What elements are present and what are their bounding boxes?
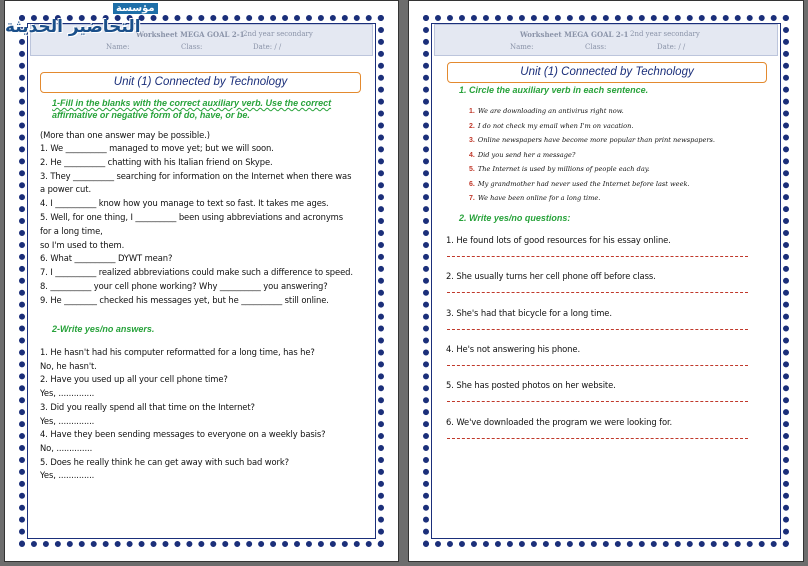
- sentence-number: 6.: [469, 180, 475, 188]
- answer-line[interactable]: [447, 292, 748, 293]
- sentence-item: [469, 165, 650, 173]
- logo-line1: مؤسسة: [113, 3, 158, 14]
- answer-item: Yes, ..............: [40, 388, 95, 399]
- fill-item: 8. __________ your cell phone working? Why __________ you answering?: [40, 281, 328, 291]
- sentence-text: Online newspapers have become more popular than print newspapers.: [477, 136, 716, 144]
- sentence-text: We are downloading an antivirus right now.: [477, 107, 624, 115]
- answer-item: 5. Does he really think he can get away with such bad work?: [40, 456, 289, 467]
- page-header: [434, 24, 778, 56]
- sentence-text: I do not check my email when I'm on vacation.: [477, 121, 634, 130]
- fill-item: 7. I __________ realized abbreviations could make such a difference to speed.: [40, 267, 353, 278]
- fill-item: so I'm used to them.: [40, 239, 125, 250]
- question-item: 6. We've downloaded the program we were looking for.: [446, 416, 673, 427]
- fill-item: 1. We __________ managed to move yet; but we will soon.: [40, 143, 274, 153]
- answer-line[interactable]: [447, 329, 748, 330]
- year-label: 2nd year secondary: [630, 30, 700, 38]
- answer-item: No, ..............: [40, 442, 93, 453]
- fill-item: for a long time,: [40, 225, 103, 236]
- sentence-item: [469, 194, 600, 202]
- section2-title: 2-Write yes/no answers.: [52, 324, 155, 334]
- sentence-text: My grandmother had never used the Internet before last week.: [477, 179, 690, 188]
- publisher-logo: [5, 1, 190, 43]
- answer-item: No, he hasn't.: [40, 360, 97, 371]
- unit-title: Unit (1) Connected by Technology: [40, 72, 361, 93]
- fill-item: 3. They __________ searching for information on the Internet when there was: [40, 170, 352, 181]
- sentence-number: 3.: [469, 137, 475, 144]
- question-item: 3. She's had that bicycle for a long time.: [446, 307, 612, 318]
- worksheet-title: Worksheet MEGA GOAL 2-1: [136, 30, 245, 39]
- answer-item: 1. He hasn't had his computer reformatted for a long time, has he?: [40, 347, 315, 357]
- class-label: Class:: [585, 43, 607, 51]
- section1-title: 1. Circle the auxiliary verb in each sentence.: [459, 85, 649, 95]
- name-label: Name:: [510, 43, 534, 51]
- answer-item: 4. Have they been sending messages to everyone on a weekly basis?: [40, 429, 326, 440]
- worksheet-title: Worksheet MEGA GOAL 2-1: [520, 30, 629, 39]
- question-item: 2. She usually turns her cell phone off before class.: [446, 271, 656, 282]
- sentence-number: 2.: [469, 122, 475, 130]
- worksheet-page-left: [4, 0, 399, 562]
- fill-item: 2. He __________ chatting with his Italian friend on Skype.: [40, 156, 273, 167]
- answer-line[interactable]: [447, 401, 748, 402]
- unit-title: Unit (1) Connected by Technology: [447, 62, 767, 83]
- section2-title: 2. Write yes/no questions:: [459, 213, 571, 223]
- fill-item: 5. Well, for one thing, I __________ been using abbreviations and acronyms: [40, 212, 343, 222]
- answer-item: Yes, ..............: [40, 415, 95, 426]
- answer-item: 2. Have you used up all your cell phone time?: [40, 374, 228, 385]
- section1-title-cont: affirmative or negative form of do, have, or be.: [52, 110, 250, 120]
- section1-title: 1-Fill in the blanks with the correct auxiliary verb. Use the correct: [52, 98, 332, 108]
- class-label: Class:: [181, 43, 203, 51]
- logo-line2: التحاضير الحديثة: [5, 17, 141, 37]
- fill-item: 4. I __________ know how you manage to text so fast. It takes me ages.: [40, 198, 329, 209]
- sentence-text: We have been online for a long time.: [477, 194, 601, 202]
- answer-item: Yes, ..............: [40, 470, 95, 481]
- sentence-item: [469, 107, 624, 115]
- question-item: 4. He's not answering his phone.: [446, 343, 581, 354]
- answer-item: 3. Did you really spend all that time on the Internet?: [40, 401, 255, 412]
- sentence-item: [469, 122, 633, 130]
- answer-line[interactable]: [447, 256, 748, 257]
- sentence-item: [469, 180, 690, 188]
- sentence-number: 5.: [469, 166, 475, 173]
- fill-item: 9. He ________ checked his messages yet, but he __________ still online.: [40, 294, 329, 305]
- answer-line[interactable]: [447, 438, 748, 439]
- question-item: 1. He found lots of good resources for his essay online.: [446, 235, 671, 245]
- sentence-text: Did you send her a message?: [477, 150, 576, 159]
- fill-item: 6. What __________ DYWT mean?: [40, 253, 173, 264]
- sentence-item: [469, 136, 715, 144]
- year-label: 2nd year secondary: [243, 30, 313, 38]
- fill-item: a power cut.: [40, 184, 92, 195]
- answer-line[interactable]: [447, 365, 748, 366]
- sentence-item: [469, 151, 575, 159]
- name-label: Name:: [106, 43, 130, 51]
- note: (More than one answer may be possible.): [40, 130, 210, 140]
- date-label: Date: / /: [657, 43, 686, 51]
- sentence-number: 7.: [469, 195, 475, 202]
- sentence-number: 4.: [469, 151, 475, 159]
- sentence-text: The Internet is used by millions of people each day.: [477, 165, 650, 173]
- worksheet-page-right: [408, 0, 804, 562]
- sentence-number: 1.: [469, 108, 475, 115]
- date-label: Date: / /: [253, 43, 282, 51]
- question-item: 5. She has posted photos on her website.: [446, 380, 616, 391]
